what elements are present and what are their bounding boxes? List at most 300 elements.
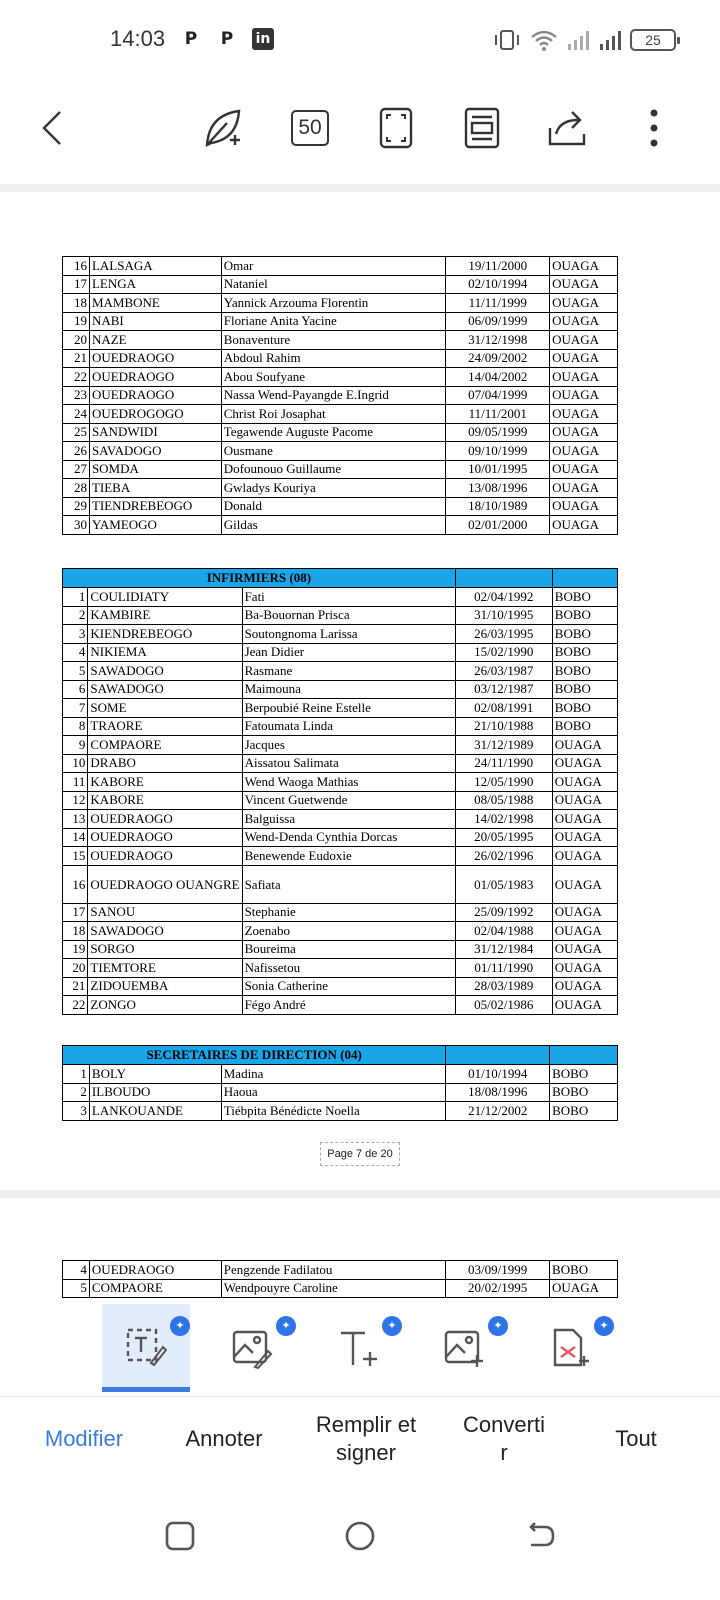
birth-date-cell: 15/02/1990 [455,643,552,662]
last-name-cell: SAWADOGO [88,922,242,941]
table-row [63,922,618,941]
first-name-cell: Yannick Arzouma Florentin [221,294,446,313]
birth-date-cell: 10/01/1995 [446,460,550,479]
table-secretaires [62,1045,618,1121]
last-name-cell: TIENDREBEOGO [89,497,221,516]
edit-text-icon [125,1325,167,1367]
city-cell: OUAGA [552,959,617,978]
table-row [63,828,618,847]
table-row [63,903,618,922]
row-number: 10 [63,754,88,773]
city-cell: BOBO [550,1083,618,1102]
table-row [63,275,618,294]
edit-image-icon [231,1327,273,1369]
table-row [63,442,618,461]
row-number: 13 [63,810,88,829]
row-number: 3 [63,625,88,644]
last-name-cell: COULIDIATY [88,588,242,607]
first-name-cell: Jean Didier [242,643,455,662]
page-separator [0,1190,720,1198]
city-cell: OUAGA [550,405,618,424]
table-body [63,1046,618,1121]
birth-date-cell: 20/02/1995 [446,1279,550,1298]
first-name-cell: Christ Roi Josaphat [221,405,446,424]
row-number: 1 [63,1065,90,1084]
first-name-cell: Nafissetou [242,959,455,978]
sparkle-badge-icon: ✦ [382,1316,402,1336]
table-row [63,606,618,625]
status-indicators [492,26,676,54]
pdf-convert-icon [549,1327,591,1369]
last-name-cell: OUEDRAOGO [89,386,221,405]
first-name-cell: Gwladys Kouriya [221,479,446,498]
last-name-cell: OUEDRAOGO [88,828,242,847]
city-cell: BOBO [552,680,617,699]
birth-date-cell: 01/05/1983 [455,865,552,903]
city-cell: BOBO [552,588,617,607]
add-image-icon [443,1327,485,1369]
first-name-cell: Omar [221,257,446,276]
table-row [63,331,618,350]
row-number: 29 [63,497,90,516]
city-cell: OUAGA [550,349,618,368]
table-row [63,996,618,1015]
more-vertical-icon [649,108,659,148]
row-number: 14 [63,828,88,847]
table-row [63,1083,618,1102]
birth-date-cell: 02/10/1994 [446,275,550,294]
city-cell: OUAGA [550,460,618,479]
birth-date-cell: 24/11/1990 [455,754,552,773]
city-cell: OUAGA [550,497,618,516]
table-row [63,865,618,903]
first-name-cell: Tegawende Auguste Pacome [221,423,446,442]
first-name-cell: Abdoul Rahim [221,349,446,368]
back-arrow-icon [523,1519,557,1553]
status-time: 14:03 [110,26,166,51]
row-number: 22 [63,996,88,1015]
birth-date-cell: 24/09/2002 [446,349,550,368]
city-cell: BOBO [552,625,617,644]
sparkle-badge-icon: ✦ [170,1316,190,1336]
row-number: 1 [63,588,88,607]
last-name-cell: OUEDRAOGO [89,368,221,387]
status-bar [0,0,720,80]
birth-date-cell: 01/10/1994 [446,1065,550,1084]
row-number: 30 [63,516,90,535]
vibrate-icon [492,28,522,52]
first-name-cell: Ousmane [221,442,446,461]
more-options-button[interactable] [626,100,682,156]
edit-image-tool[interactable] [208,1304,296,1392]
first-name-cell: Pengzende Fadilatou [221,1261,446,1280]
city-cell: OUAGA [552,773,617,792]
birth-date-cell: 02/04/1992 [455,588,552,607]
last-name-cell: OUEDROGOGO [89,405,221,424]
last-name-cell: OUEDRAOGO [89,1261,221,1280]
first-name-cell: Wend Waoga Mathias [242,773,455,792]
city-cell: OUAGA [550,479,618,498]
city-cell: OUAGA [552,736,617,755]
first-name-cell: Dofounouo Guillaume [221,460,446,479]
city-cell: OUAGA [552,903,617,922]
last-name-cell: ZONGO [88,996,242,1015]
row-number: 16 [63,865,88,903]
last-name-cell: SAWADOGO [88,680,242,699]
table-body [63,569,618,1015]
row-number: 17 [63,903,88,922]
last-name-cell: SOME [88,699,242,718]
city-cell: BOBO [552,662,617,681]
signal-icon-1 [566,28,590,52]
top-toolbar [0,80,720,172]
first-name-cell: Nataniel [221,275,446,294]
first-name-cell: Haoua [221,1083,446,1102]
add-text-icon [337,1327,379,1369]
battery-indicator: 25 [630,29,676,51]
last-name-cell: NIKIEMA [88,643,242,662]
last-name-cell: TRAORE [88,717,242,736]
add-image-tool[interactable] [420,1304,508,1392]
last-name-cell: BOLY [89,1065,221,1084]
city-cell: OUAGA [550,257,618,276]
birth-date-cell: 09/05/1999 [446,423,550,442]
row-number: 2 [63,606,88,625]
table-row [63,736,618,755]
last-name-cell: NABI [89,312,221,331]
ai-assistant-button[interactable] [196,100,252,156]
last-name-cell: TIEBA [89,479,221,498]
city-cell: BOBO [550,1261,618,1280]
last-name-cell: ZIDOUEMBA [88,977,242,996]
last-name-cell: TIEMTORE [88,959,242,978]
city-cell: OUAGA [550,442,618,461]
city-cell: OUAGA [550,516,618,535]
last-name-cell: SANOU [88,903,242,922]
add-text-tool[interactable] [314,1304,402,1392]
wifi-icon [530,28,558,52]
tab-modifier[interactable]: Modifier [44,1426,124,1451]
row-number: 18 [63,294,90,313]
first-name-cell: Boureima [242,940,455,959]
header-cell-empty [550,1046,618,1065]
home-button[interactable] [330,1506,390,1566]
birth-date-cell: 01/11/1990 [455,959,552,978]
city-cell: OUAGA [550,275,618,294]
birth-date-cell: 09/10/1999 [446,442,550,461]
sparkle-badge-icon: ✦ [488,1316,508,1336]
table-row [63,423,618,442]
row-number: 28 [63,479,90,498]
city-cell: OUAGA [552,940,617,959]
row-number: 23 [63,386,90,405]
first-name-cell: Jacques [242,736,455,755]
first-name-cell: Berpoubié Reine Estelle [242,699,455,718]
birth-date-cell: 19/11/2000 [446,257,550,276]
section-header-row [63,1046,618,1065]
first-name-cell: Safiata [242,865,455,903]
first-name-cell: Tiébpita Bénédicte Noella [221,1102,446,1121]
birth-date-cell: 18/10/1989 [446,497,550,516]
table-row [63,312,618,331]
table-row [63,479,618,498]
birth-date-cell: 21/10/1988 [455,717,552,736]
table-body [63,257,618,535]
city-cell: BOBO [550,1102,618,1121]
page-view-button[interactable] [454,100,510,156]
birth-date-cell: 25/09/1992 [455,903,552,922]
signal-icon-2 [598,28,622,52]
city-cell: OUAGA [552,791,617,810]
first-name-cell: Soutongnoma Larissa [242,625,455,644]
row-number: 21 [63,977,88,996]
city-cell: OUAGA [550,331,618,350]
city-cell: OUAGA [552,977,617,996]
row-number: 17 [63,275,90,294]
page-number-footer [0,1148,720,1160]
last-name-cell: OUEDRAOGO [88,810,242,829]
city-cell: BOBO [550,1065,618,1084]
first-name-cell: Rasmane [242,662,455,681]
page-separator [0,184,720,192]
row-number: 3 [63,1102,90,1121]
birth-date-cell: 31/10/1995 [455,606,552,625]
tab-convertir[interactable]: Converti r [463,1412,545,1465]
first-name-cell: Stephanie [242,903,455,922]
row-number: 20 [63,959,88,978]
birth-date-cell: 07/04/1999 [446,386,550,405]
header-cell-empty [552,569,617,588]
birth-date-cell: 18/08/1996 [446,1083,550,1102]
table-row [63,257,618,276]
row-number: 21 [63,349,90,368]
first-name-cell: Maimouna [242,680,455,699]
last-name-cell: OUEDRAOGO OUANGRE [88,865,242,903]
first-name-cell: Floriane Anita Yacine [221,312,446,331]
first-name-cell: Wendpouyre Caroline [221,1279,446,1298]
system-back-button[interactable] [510,1506,570,1566]
city-cell: OUAGA [550,1279,618,1298]
document-viewer[interactable] [0,172,720,1304]
birth-date-cell: 02/01/2000 [446,516,550,535]
linkedin-notification-icon: in [252,28,274,50]
back-button[interactable] [24,100,80,156]
city-cell: BOBO [552,717,617,736]
first-name-cell: Gildas [221,516,446,535]
section-header-infirmiers: INFIRMIERS (08) [63,569,456,588]
city-cell: OUAGA [552,865,617,903]
last-name-cell: DRABO [88,754,242,773]
first-name-cell: Nassa Wend-Payangde E.Ingrid [221,386,446,405]
zoom-value: 50 [291,110,329,146]
birth-date-cell: 12/05/1990 [455,773,552,792]
first-name-cell: Fégo André [242,996,455,1015]
sparkle-badge-icon: ✦ [276,1316,296,1336]
table-row [63,959,618,978]
birth-date-cell: 31/12/1998 [446,331,550,350]
city-cell: BOBO [552,643,617,662]
table-row [63,1261,618,1280]
city-cell: BOBO [552,699,617,718]
table-infirmiers [62,568,618,1015]
table-row [63,294,618,313]
table-row [63,662,618,681]
first-name-cell: Vincent Guetwende [242,791,455,810]
table-row [63,791,618,810]
last-name-cell: LANKOUANDE [89,1102,221,1121]
city-cell: OUAGA [552,828,617,847]
first-name-cell: Donald [221,497,446,516]
birth-date-cell: 21/12/2002 [446,1102,550,1121]
table-row [63,1279,618,1298]
row-number: 11 [63,773,88,792]
home-icon [343,1519,377,1553]
edit-text-tool[interactable] [102,1304,190,1392]
birth-date-cell: 03/12/1987 [455,680,552,699]
table-row [63,643,618,662]
row-number: 2 [63,1083,90,1102]
first-name-cell: Madina [221,1065,446,1084]
city-cell: OUAGA [552,847,617,866]
last-name-cell: KABORE [88,773,242,792]
city-cell: OUAGA [550,423,618,442]
last-name-cell: ILBOUDO [89,1083,221,1102]
birth-date-cell: 13/08/1996 [446,479,550,498]
last-name-cell: LENGA [89,275,221,294]
fullscreen-icon [379,107,413,149]
table-row [63,847,618,866]
table-row [63,754,618,773]
row-number: 18 [63,922,88,941]
first-name-cell: Balguissa [242,810,455,829]
birth-date-cell: 03/09/1999 [446,1261,550,1280]
city-cell: OUAGA [552,810,617,829]
birth-date-cell: 28/03/1989 [455,977,552,996]
last-name-cell: SAWADOGO [88,662,242,681]
birth-date-cell: 11/11/2001 [446,405,550,424]
birth-date-cell: 26/02/1996 [455,847,552,866]
row-number: 24 [63,405,90,424]
pdf-tools-tool[interactable] [526,1304,614,1392]
table-row [63,497,618,516]
section-header-secretaires: SECRETAIRES DE DIRECTION (04) [63,1046,446,1065]
first-name-cell: Fatoumata Linda [242,717,455,736]
city-cell: OUAGA [550,368,618,387]
mode-tabs [0,1396,720,1476]
table-row [63,1102,618,1121]
first-name-cell: Fati [242,588,455,607]
share-icon [546,108,590,148]
table-row [63,940,618,959]
last-name-cell: KABORE [88,791,242,810]
fullscreen-button[interactable] [368,100,424,156]
recent-apps-icon [163,1519,197,1553]
edit-tools-row [0,1304,720,1396]
leaf-ai-icon [201,105,247,151]
birth-date-cell: 26/03/1995 [455,625,552,644]
table-row [63,588,618,607]
table-body [63,1261,618,1298]
last-name-cell: NAZE [89,331,221,350]
city-cell: OUAGA [552,996,617,1015]
table-row [63,460,618,479]
last-name-cell: SAVADOGO [89,442,221,461]
table-row [63,349,618,368]
last-name-cell: MAMBONE [89,294,221,313]
last-name-cell: LALSAGA [89,257,221,276]
birth-date-cell: 31/12/1984 [455,940,552,959]
table-row [63,386,618,405]
birth-date-cell: 14/04/2002 [446,368,550,387]
first-name-cell: Abou Soufyane [221,368,446,387]
row-number: 19 [63,312,90,331]
row-number: 12 [63,791,88,810]
row-number: 4 [63,1261,90,1280]
birth-date-cell: 02/08/1991 [455,699,552,718]
table-row [63,717,618,736]
first-name-cell: Sonia Catherine [242,977,455,996]
tab-remplir-et-signer[interactable]: Remplir et signer [315,1412,417,1465]
table-row [63,810,618,829]
birth-date-cell: 02/04/1988 [455,922,552,941]
table-page7-top [62,256,618,535]
page-layout-icon [464,107,500,149]
last-name-cell: OUEDRAOGO [88,847,242,866]
row-number: 5 [63,662,88,681]
birth-date-cell: 20/05/1995 [455,828,552,847]
city-cell: OUAGA [550,294,618,313]
city-cell: OUAGA [552,754,617,773]
first-name-cell: Zoenabo [242,922,455,941]
table-row [63,680,618,699]
publisher-notification-icon: P [220,29,234,49]
row-number: 5 [63,1279,90,1298]
pinterest-notification-icon: P [184,29,198,49]
last-name-cell: YAMEOGO [89,516,221,535]
birth-date-cell: 31/12/1989 [455,736,552,755]
table-row [63,773,618,792]
birth-date-cell: 06/09/1999 [446,312,550,331]
row-number: 6 [63,680,88,699]
row-number: 20 [63,331,90,350]
last-name-cell: KAMBIRE [88,606,242,625]
last-name-cell: COMPAORE [89,1279,221,1298]
row-number: 15 [63,847,88,866]
system-nav-bar [0,1476,720,1600]
city-cell: BOBO [552,606,617,625]
last-name-cell: SORGO [88,940,242,959]
tab-annoter[interactable]: Annoter [185,1426,263,1451]
zoom-level-button[interactable] [282,100,338,156]
row-number: 9 [63,736,88,755]
share-button[interactable] [540,100,596,156]
chevron-left-icon [36,108,68,148]
birth-date-cell: 11/11/1999 [446,294,550,313]
header-cell-empty [446,1046,550,1065]
city-cell: OUAGA [552,922,617,941]
table-row [63,405,618,424]
last-name-cell: COMPAORE [88,736,242,755]
row-number: 7 [63,699,88,718]
table-row [63,625,618,644]
table-row [63,977,618,996]
last-name-cell: SOMDA [89,460,221,479]
tab-tout[interactable]: Tout [615,1426,657,1451]
recent-apps-button[interactable] [150,1506,210,1566]
row-number: 27 [63,460,90,479]
row-number: 25 [63,423,90,442]
city-cell: OUAGA [550,312,618,331]
